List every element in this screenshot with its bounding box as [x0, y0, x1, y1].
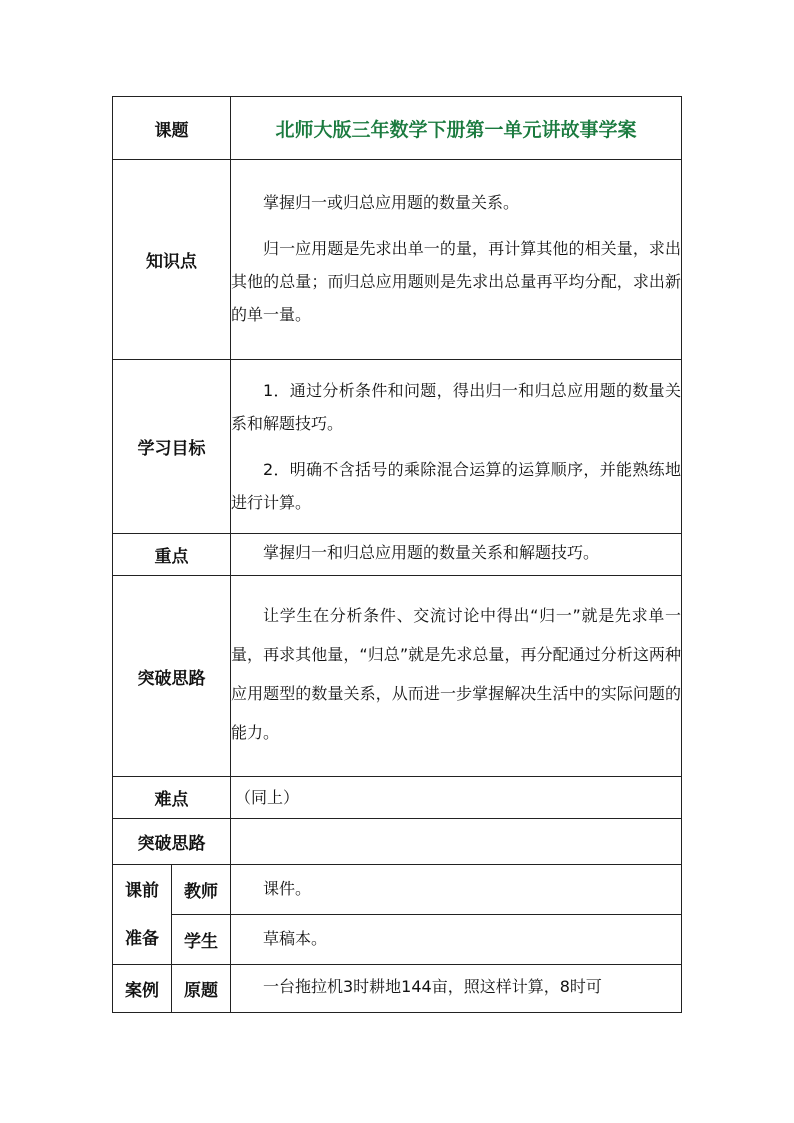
lesson-plan-table	[112, 96, 682, 1013]
breakthrough-content	[231, 576, 682, 777]
student-text: 草稿本。	[263, 928, 328, 948]
prep-label	[113, 865, 172, 965]
key-point-label: 重点	[113, 534, 231, 576]
key-point-text: 掌握归一和归总应用题的数量关系和解题技巧。	[263, 543, 600, 562]
student-content	[231, 915, 682, 965]
objectives-content	[231, 360, 682, 534]
case-text: 一台拖拉机3时耕地144亩，照这样计算，8时可	[263, 976, 602, 996]
difficulty-content	[231, 777, 682, 819]
row-prep-teacher	[113, 865, 682, 915]
row-prep-student	[113, 915, 682, 965]
student-label: 学生	[172, 915, 231, 965]
objectives-label: 学习目标	[113, 360, 231, 534]
lesson-title: 北师大版三年数学下册第一单元讲故事学案	[231, 97, 682, 160]
objective-1: 1．通过分析条件和问题，得出归一和归总应用题的数量关系和解题技巧。	[231, 381, 681, 433]
case-label: 案例	[113, 965, 172, 1013]
prep-label-line-2: 准备	[125, 928, 159, 949]
case-sub-label: 原题	[172, 965, 231, 1013]
row-breakthrough-2	[113, 819, 682, 865]
breakthrough-text: 让学生在分析条件、交流讨论中得出“归一”就是先求单一量，再求其他量，“归总”就是先求总量，再分配通过分析这两种应用题型的数量关系，从而进一步掌握解决生活中的实际问题的能力。	[231, 605, 681, 742]
row-knowledge	[113, 160, 682, 360]
row-key-point	[113, 534, 682, 576]
case-content	[231, 965, 682, 1013]
knowledge-content	[231, 160, 682, 360]
prep-label-line-1: 课前	[125, 880, 159, 901]
objective-2: 2．明确不含括号的乘除混合运算的运算顺序，并能熟练地进行计算。	[231, 460, 681, 512]
knowledge-paragraph-1: 掌握归一或归总应用题的数量关系。	[263, 192, 520, 212]
teacher-text: 课件。	[263, 878, 312, 898]
row-difficulty	[113, 777, 682, 819]
breakthrough-label: 突破思路	[113, 576, 231, 777]
breakthrough2-content	[231, 819, 682, 865]
key-point-content	[231, 534, 682, 576]
breakthrough2-label: 突破思路	[113, 819, 231, 865]
row-breakthrough	[113, 576, 682, 777]
difficulty-text: （同上）	[235, 788, 300, 807]
teacher-label: 教师	[172, 865, 231, 915]
row-objectives	[113, 360, 682, 534]
difficulty-label: 难点	[113, 777, 231, 819]
title-label: 课题	[113, 97, 231, 160]
knowledge-label: 知识点	[113, 160, 231, 360]
knowledge-paragraph-2: 归一应用题是先求出单一的量，再计算其他的相关量，求出其他的总量；而归总应用题则是先求出总量再平均分配，求出新的单一量。	[231, 238, 681, 324]
row-title	[113, 97, 682, 160]
teacher-content	[231, 865, 682, 915]
row-case	[113, 965, 682, 1013]
